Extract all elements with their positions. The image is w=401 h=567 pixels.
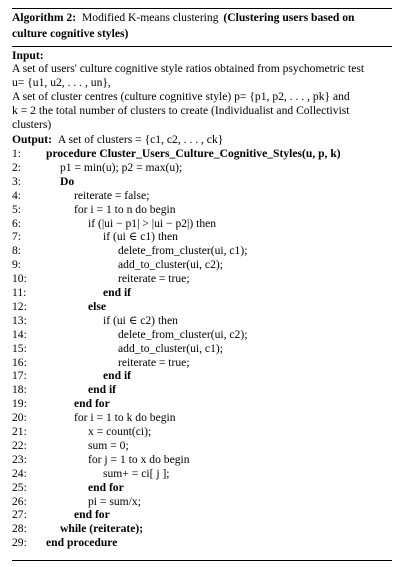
- code-line: [12, 217, 392, 230]
- line-code: procedure Cluster_Users_Culture_Cognitive_Styles(u, p, k): [46, 147, 341, 160]
- line-number: 19:: [12, 397, 27, 411]
- line-number: 22:: [12, 438, 27, 452]
- line-code: for j = 1 to x do begin: [88, 452, 190, 466]
- line-code: x = count(ci);: [88, 425, 152, 438]
- line-number: 3:: [12, 174, 22, 188]
- algorithm-label: Algorithm 2:: [12, 11, 77, 24]
- line-code: sum+ = ci[ j ];: [103, 466, 170, 480]
- line-number: 16:: [12, 355, 27, 369]
- line-code: end procedure: [46, 536, 118, 550]
- code-line: [12, 495, 392, 508]
- code-line: [12, 314, 392, 327]
- code-line: [12, 383, 392, 396]
- line-code: p1 = min(u); p2 = max(u);: [60, 160, 183, 174]
- line-number: 28:: [12, 522, 27, 536]
- algorithm-header-line-2: culture cognitive styles): [12, 27, 129, 40]
- input-line-5: clusters): [12, 118, 52, 131]
- code-line: [12, 300, 392, 313]
- line-code: end for: [74, 508, 110, 522]
- input-label: Input:: [12, 49, 44, 62]
- code-line: [12, 147, 392, 160]
- line-number: 11:: [12, 286, 27, 299]
- line-number: 10:: [12, 272, 27, 286]
- line-code: delete_from_cluster(ui, c2);: [118, 327, 248, 341]
- line-number: 27:: [12, 508, 27, 522]
- line-number: 6:: [12, 216, 22, 230]
- code-line: [12, 272, 392, 285]
- output-text: A set of clusters = {c1, c2, . . . , ck}: [57, 133, 224, 146]
- line-code: for i = 1 to n do begin: [74, 202, 176, 216]
- code-line: [12, 286, 392, 299]
- code-line: [12, 453, 392, 466]
- algorithm-name: Modified K-means clustering: [81, 11, 219, 24]
- code-line: [12, 522, 392, 535]
- line-code: if (ui ∈ c1) then: [103, 230, 178, 244]
- code-line: [12, 258, 392, 271]
- line-code: else: [88, 299, 107, 313]
- algorithm-paren: (Clustering users based on: [223, 11, 355, 24]
- line-code: add_to_cluster(ui, c2);: [118, 258, 223, 272]
- code-line: [12, 481, 392, 494]
- line-code: Do: [60, 174, 75, 188]
- top-rule: [12, 8, 392, 9]
- line-number: 20:: [12, 411, 27, 425]
- input-line-4: k = 2 the total number of clusters to create (Individualist and Collectivist: [12, 104, 350, 117]
- line-code: end if: [103, 369, 132, 383]
- line-number: 23:: [12, 452, 27, 466]
- code-line: [12, 536, 392, 549]
- line-code: end if: [88, 383, 117, 397]
- code-line: [12, 356, 392, 369]
- line-code: if (|ui − p1| > |ui − p2|) then: [88, 216, 217, 230]
- output-label: Output:: [12, 133, 52, 146]
- line-code: delete_from_cluster(ui, c1);: [118, 244, 248, 258]
- code-line: [12, 175, 392, 188]
- line-code: end if: [103, 286, 132, 299]
- algorithm-header-line-1: [12, 11, 392, 24]
- code-line: [12, 161, 392, 174]
- output-line: [12, 133, 392, 146]
- code-line: [12, 328, 392, 341]
- code-line: [12, 397, 392, 410]
- line-number: 14:: [12, 327, 27, 341]
- line-number: 18:: [12, 383, 27, 397]
- line-number: 17:: [12, 369, 27, 383]
- code-line: [12, 508, 392, 521]
- input-line-3: A set of cluster centres (culture cognitive style) p= {p1, p2, . . . , pk} and: [12, 90, 350, 103]
- code-line: [12, 189, 392, 202]
- bottom-rule: [12, 560, 392, 561]
- line-number: 13:: [12, 313, 27, 327]
- line-number: 29:: [12, 536, 27, 550]
- line-number: 15:: [12, 341, 27, 355]
- code-line: [12, 411, 392, 424]
- code-line: [12, 230, 392, 243]
- code-line: [12, 369, 392, 382]
- line-number: 4:: [12, 188, 22, 202]
- line-code: reiterate = true;: [118, 272, 190, 286]
- line-code: sum = 0;: [88, 438, 129, 452]
- line-code: while (reiterate);: [60, 522, 144, 536]
- header-rule: [12, 46, 392, 47]
- input-line-2: [12, 76, 392, 89]
- line-code: reiterate = true;: [118, 355, 190, 369]
- input-set-u: u= {u1, u2, . . . , un},: [12, 76, 111, 89]
- code-line: [12, 467, 392, 480]
- code-line: [12, 244, 392, 257]
- code-line: [12, 342, 392, 355]
- line-number: 5:: [12, 202, 22, 216]
- line-number: 12:: [12, 299, 27, 313]
- line-number: 1:: [12, 147, 22, 160]
- line-code: for i = 1 to k do begin: [74, 411, 176, 425]
- code-line: [12, 203, 392, 216]
- line-code: end for: [88, 480, 124, 494]
- code-line: [12, 439, 392, 452]
- line-number: 24:: [12, 466, 27, 480]
- code-line: [12, 425, 392, 438]
- line-number: 25:: [12, 480, 27, 494]
- line-number: 2:: [12, 160, 22, 174]
- line-number: 21:: [12, 425, 27, 438]
- line-code: pi = sum/x;: [88, 494, 141, 508]
- line-number: 9:: [12, 258, 22, 272]
- line-code: reiterate = false;: [74, 188, 150, 202]
- line-number: 26:: [12, 494, 27, 508]
- line-code: end for: [74, 397, 110, 411]
- line-code: if (ui ∈ c2) then: [103, 313, 178, 327]
- line-number: 8:: [12, 244, 22, 258]
- line-number: 7:: [12, 230, 22, 244]
- line-code: add_to_cluster(ui, c1);: [118, 341, 223, 355]
- input-line-1: A set of users' culture cognitive style ratios obtained from psychometric test: [12, 62, 365, 75]
